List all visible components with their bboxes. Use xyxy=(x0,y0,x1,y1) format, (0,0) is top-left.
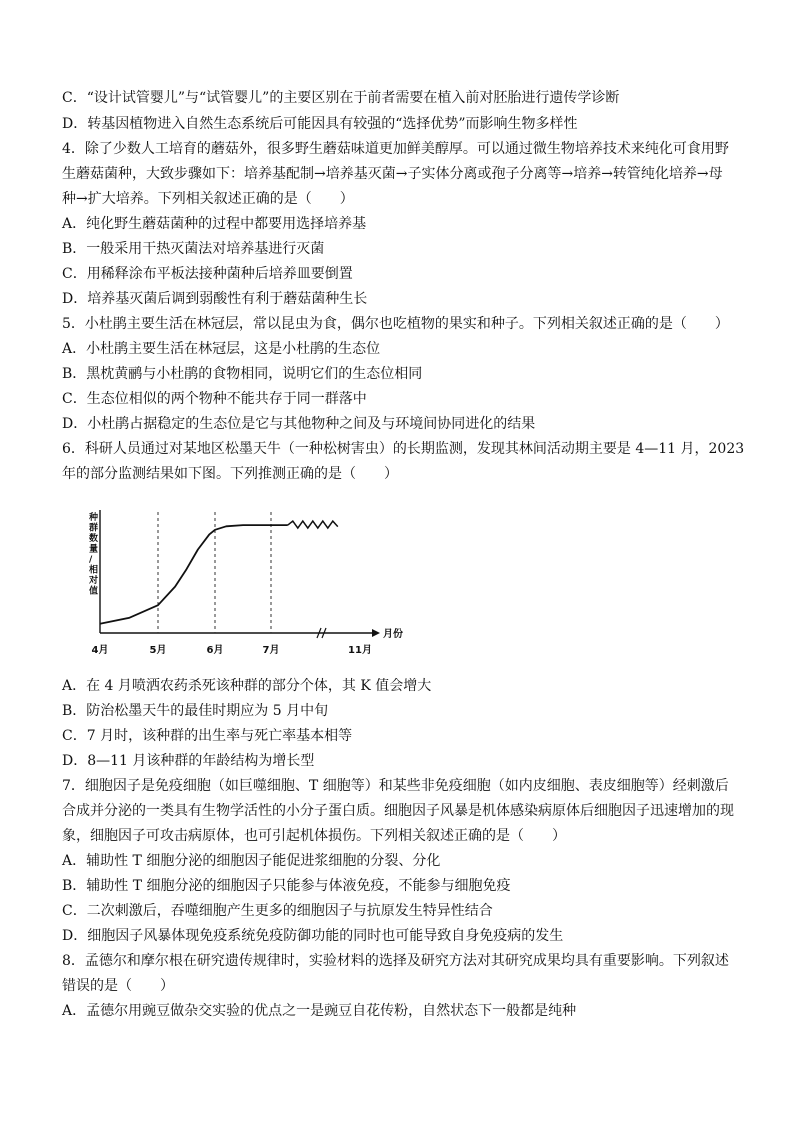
text-line: 合成并分泌的一类具有生物学活性的小分子蛋白质。细胞因子风暴是机体感染病原体后细胞因子迅速增加的现 xyxy=(62,803,734,819)
text-line: C．“设计试管婴儿”与“试管婴儿”的主要区别在于前者需要在植入前对胚胎进行遗传学诊断 xyxy=(62,90,620,106)
text-line: 象，细胞因子可攻击病原体，也可引起机体损伤。下列相关叙述正确的是（ ） xyxy=(62,828,566,844)
text-line: 种→扩大培养。下列相关叙述正确的是（ ） xyxy=(62,191,354,207)
y-axis-label: 种群数量/相对值 xyxy=(89,513,99,597)
text-line: 错误的是（ ） xyxy=(62,978,174,994)
text-line: 5．小杜鹃主要生活在林冠层，常以昆虫为食，偶尔也吃植物的果实和种子。下列相关叙述正确的是（ ） xyxy=(62,316,729,332)
text-line: B．辅助性 T 细胞分泌的细胞因子只能参与体液免疫，不能参与细胞免疫 xyxy=(62,878,511,894)
text-line: D．细胞因子风暴体现免疫系统免疫防御功能的同时也可能导致自身免疫病的发生 xyxy=(62,928,564,944)
text-line: C．二次刺激后，吞噬细胞产生更多的细胞因子与抗原发生特异性结合 xyxy=(62,903,493,919)
text-line: A．纯化野生蘑菇菌种的过程中都要用选择培养基 xyxy=(62,216,367,232)
text-line: A．在 4 月喷洒农药杀死该种群的部分个体，其 K 值会增大 xyxy=(62,678,432,694)
x-axis-label: 月份 xyxy=(383,629,403,640)
population-fluctuation xyxy=(288,521,338,528)
x-tick-label: 5月 xyxy=(149,645,167,656)
text-line: C．用稀释涂布平板法接种菌种后培养皿要倒置 xyxy=(62,266,353,282)
x-tick-label: 6月 xyxy=(206,645,224,656)
chart-svg xyxy=(80,500,420,665)
text-line: D．小杜鹃占据稳定的生态位是它与其他物种之间及与环境间协同进化的结果 xyxy=(62,416,536,432)
x-tick-label: 4月 xyxy=(91,645,109,656)
population-growth-chart xyxy=(80,500,420,665)
x-tick-label: 11月 xyxy=(348,645,372,656)
text-line: 年的部分监测结果如下图。下列推测正确的是（ ） xyxy=(62,466,398,482)
text-line: B．一般采用干热灭菌法对培养基进行灭菌 xyxy=(62,241,325,257)
text-line: C．生态位相似的两个物种不能共存于同一群落中 xyxy=(62,391,367,407)
text-line: A．辅助性 T 细胞分泌的细胞因子能促进浆细胞的分裂、分化 xyxy=(62,853,441,869)
text-line: A．孟德尔用豌豆做杂交实验的优点之一是豌豆自花传粉，自然状态下一般都是纯种 xyxy=(62,1003,577,1019)
text-line: 生蘑菇菌种，大致步骤如下：培养基配制→培养基灭菌→子实体分离或孢子分离等→培养→转管纯化培养→母 xyxy=(62,166,723,182)
x-axis-arrow xyxy=(372,629,380,637)
text-line: D．8—11 月该种群的年龄结构为增长型 xyxy=(62,753,315,769)
text-line: 7．细胞因子是免疫细胞（如巨噬细胞、T 细胞等）和某些非免疫细胞（如内皮细胞、表皮细胞等）经刺激后 xyxy=(62,778,729,794)
text-line: B．黑枕黄鹂与小杜鹃的食物相同，说明它们的生态位相同 xyxy=(62,366,423,382)
text-line: D．转基因植物进入自然生态系统后可能因具有较强的“选择优势”而影响生物多样性 xyxy=(62,116,578,132)
text-line: B．防治松墨天牛的最佳时期应为 5 月中旬 xyxy=(62,703,329,719)
text-line: 4．除了少数人工培育的蘑菇外，很多野生蘑菇味道更加鲜美醇厚。可以通过微生物培养技术来纯化可食用野 xyxy=(62,141,729,157)
population-curve xyxy=(100,525,288,624)
text-line: C．7 月时，该种群的出生率与死亡率基本相等 xyxy=(62,728,353,744)
x-tick-label: 7月 xyxy=(262,645,280,656)
text-line: 6．科研人员通过对某地区松墨天牛（一种松树害虫）的长期监测，发现其林间活动期主要是 4—11 月，2023 xyxy=(62,441,745,457)
text-line: A．小杜鹃主要生活在林冠层，这是小杜鹃的生态位 xyxy=(62,341,381,357)
text-line: D．培养基灭菌后调到弱酸性有利于蘑菇菌种生长 xyxy=(62,291,368,307)
text-line: 8．孟德尔和摩尔根在研究遗传规律时，实验材料的选择及研究方法对其研究成果均具有重要影响。下列叙述 xyxy=(62,953,729,969)
